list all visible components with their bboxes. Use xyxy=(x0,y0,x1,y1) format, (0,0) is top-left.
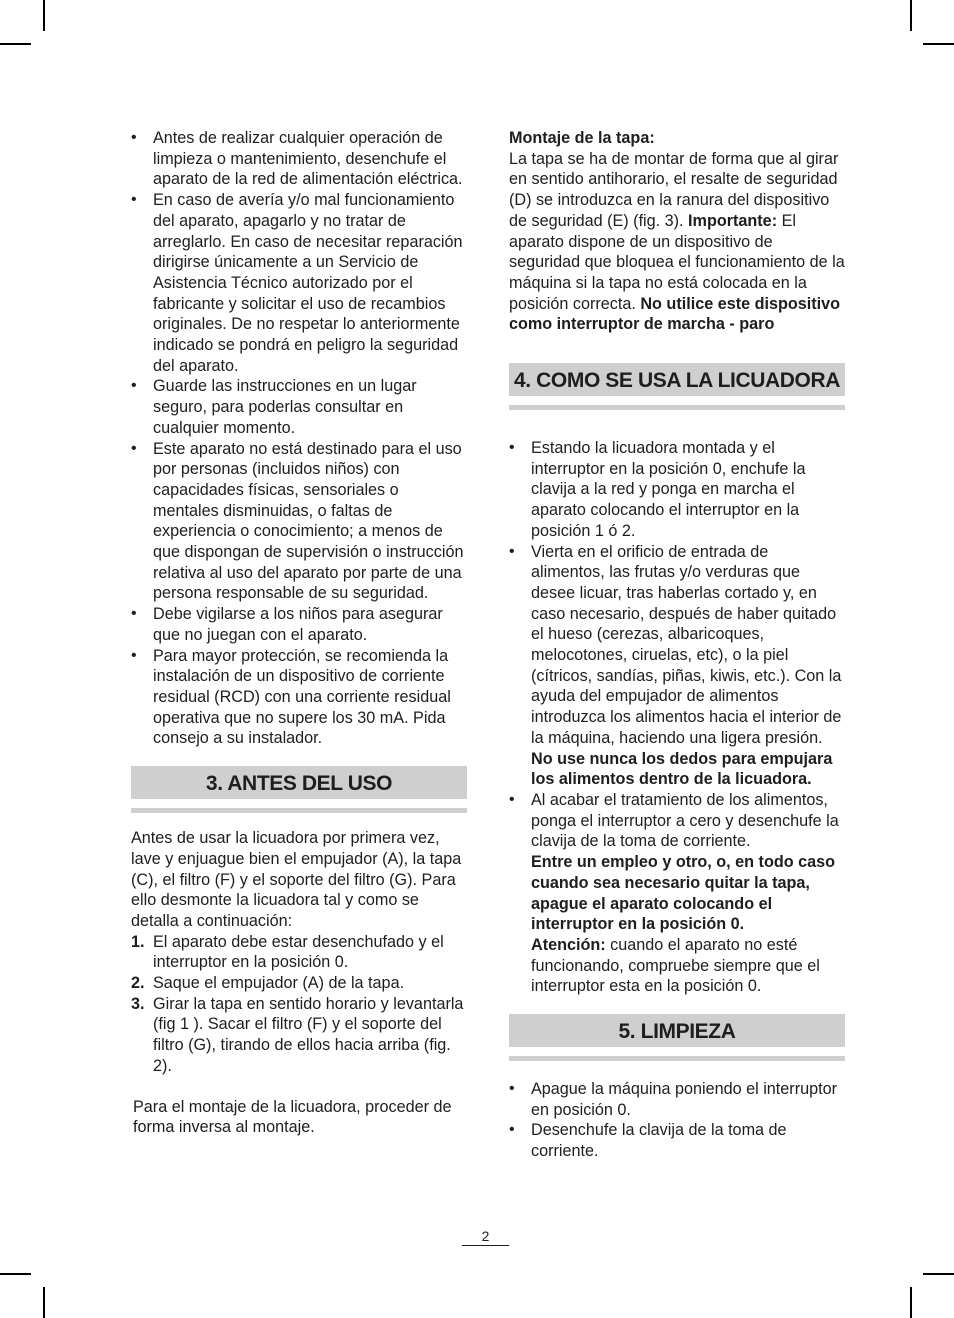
step-text: Girar la tapa en sentido horario y levantarla (fig 1 ). Sacar el filtro (F) y el soporte del filtro (G), tirando de ellos hacia arriba (fig. 2). xyxy=(153,994,464,1075)
page-number: 2 xyxy=(462,1227,509,1246)
crop-mark xyxy=(0,1273,31,1275)
list-item: • Este aparato no está destinado para el uso por personas (incluidos niños) con capacidades físicas, sensoriales o mentales disminuidas, o faltas de experiencia o conocimiento; a menos de que dispongan de supervisión o instrucción relativa al uso del aparato por parte de una persona responsable de su seguridad. xyxy=(131,439,467,605)
importante-label: Importante: xyxy=(688,211,778,230)
crop-mark xyxy=(43,1287,45,1318)
list-item: • Apague la máquina poniendo el interruptor en posición 0. xyxy=(509,1079,845,1120)
list-item xyxy=(509,790,845,997)
list-item: • Debe vigilarse a los niños para asegurar que no juegan con el aparato. xyxy=(131,604,467,645)
list-item: • En caso de avería y/o mal funcionamiento del aparato, apagarlo y no tratar de arreglarlo. En caso de necesitar reparación dirigirse únicamente a un Servicio de Asistencia Técnico autorizado por el fabricante y solicitar el uso de recambios originales. De no respetar lo anteriormente indicado se pondrá en peligro la seguridad del aparato. xyxy=(131,190,467,376)
section-3-heading: 3. ANTES DEL USO xyxy=(131,766,467,799)
list-item: • Desenchufe la clavija de la toma de corriente. xyxy=(509,1120,845,1161)
list-item xyxy=(509,542,845,790)
crop-mark xyxy=(0,43,31,45)
montaje-heading: Montaje de la tapa: xyxy=(509,129,655,147)
step-item xyxy=(131,994,467,1077)
closing-paragraph: Para el montaje de la licuadora, proceder de forma inversa al montaje. xyxy=(133,1097,452,1137)
disassembly-steps xyxy=(131,932,467,1077)
crop-mark xyxy=(910,1287,912,1318)
crop-mark xyxy=(923,43,954,45)
fingers-warning: No use nunca los dedos para empujara los alimentos dentro de la licuadora. xyxy=(531,749,833,789)
section-3-intro: Antes de usar la licuadora por primera vez, lave y enjuague bien el empujador (A), la tapa (C), el filtro (F) y el soporte del filtro (G). Para ello desmonte la licuadora tal y como se detalla a continuación: xyxy=(131,829,462,930)
montaje-paragraph xyxy=(509,149,845,335)
list-item: • Antes de realizar cualquier operación de limpieza o mantenimiento, desenchufe el aparato de la red de alimentación eléctrica. xyxy=(131,128,467,190)
power-off-warning: Entre un empleo y otro, o, en todo caso cuando sea necesario quitar la tapa, apague el aparato colocando el interruptor en la posición 0. xyxy=(531,853,835,934)
step-item xyxy=(131,973,467,994)
cleaning-bullet-list xyxy=(509,1079,845,1162)
section-4-heading: 4. COMO SE USA LA LICUADORA xyxy=(509,363,845,396)
step-text: El aparato debe estar desenchufado y el interruptor en la posición 0. xyxy=(153,932,444,972)
atencion-label: Atención: xyxy=(531,935,606,954)
crop-mark xyxy=(910,0,912,31)
list-item: • Guarde las instrucciones en un lugar seguro, para poderlas consultar en cualquier momento. xyxy=(131,376,467,438)
list-item: • Para mayor protección, se recomienda la instalación de un dispositivo de corriente residual (RCD) con una corriente residual operativa que no supere los 30 mA. Pida consejo a su instalador. xyxy=(131,646,467,750)
left-column xyxy=(131,128,467,1138)
montaje-text: La tapa se ha de montar de forma que al girar en sentido antihorario, el resalte de seguridad (D) se introduzca en la ranura del dispositivo de seguridad (E) (fig. 3). xyxy=(509,149,839,230)
crop-mark xyxy=(43,0,45,31)
list-item: • Estando la licuadora montada y el interruptor en la posición 0, enchufe la clavija a la red y ponga en marcha el aparato colocando el interruptor en la posición 1 ó 2. xyxy=(509,438,845,542)
right-column xyxy=(509,128,845,1162)
importante-text: El aparato dispone de un dispositivo de seguridad que bloquea el funcionamiento de la máquina si la tapa no está colocada en la posición correcta. xyxy=(509,211,845,313)
bullet-text: Al acabar el tratamiento de los alimentos, ponga el interruptor a cero y desenchufe la clavija de la toma de corriente. xyxy=(531,790,839,851)
section-5-heading: 5. LIMPIEZA xyxy=(509,1014,845,1047)
step-number: 1. xyxy=(131,932,145,951)
importante-warning: No utilice este dispositivo como interruptor de marcha - paro xyxy=(509,294,841,334)
usage-bullet-list xyxy=(509,438,845,997)
step-text: Saque el empujador (A) de la tapa. xyxy=(153,974,405,993)
step-item xyxy=(131,932,467,973)
atencion-text: cuando el aparato no esté funcionando, compruebe siempre que el interruptor esta en la posición 0. xyxy=(531,935,820,996)
step-number: 3. xyxy=(131,994,145,1013)
crop-mark xyxy=(923,1273,954,1275)
bullet-text: Vierta en el orificio de entrada de alimentos, las frutas y/o verduras que desee licuar, tras haberlas cortado y, en caso necesario, después de haber quitado el hueso (cerezas, albaricoques, melocotones, ciruelas, etc), o la piel (cítricos, sandías, piñas, kiwis, etc.). Con la ayuda del empujador de alimentos introduzca los alimentos hacia el interior de la máquina, haciendo una ligera presión. xyxy=(531,542,842,747)
atencion-note xyxy=(531,935,845,997)
safety-bullet-list xyxy=(131,128,467,749)
step-number: 2. xyxy=(131,974,145,993)
